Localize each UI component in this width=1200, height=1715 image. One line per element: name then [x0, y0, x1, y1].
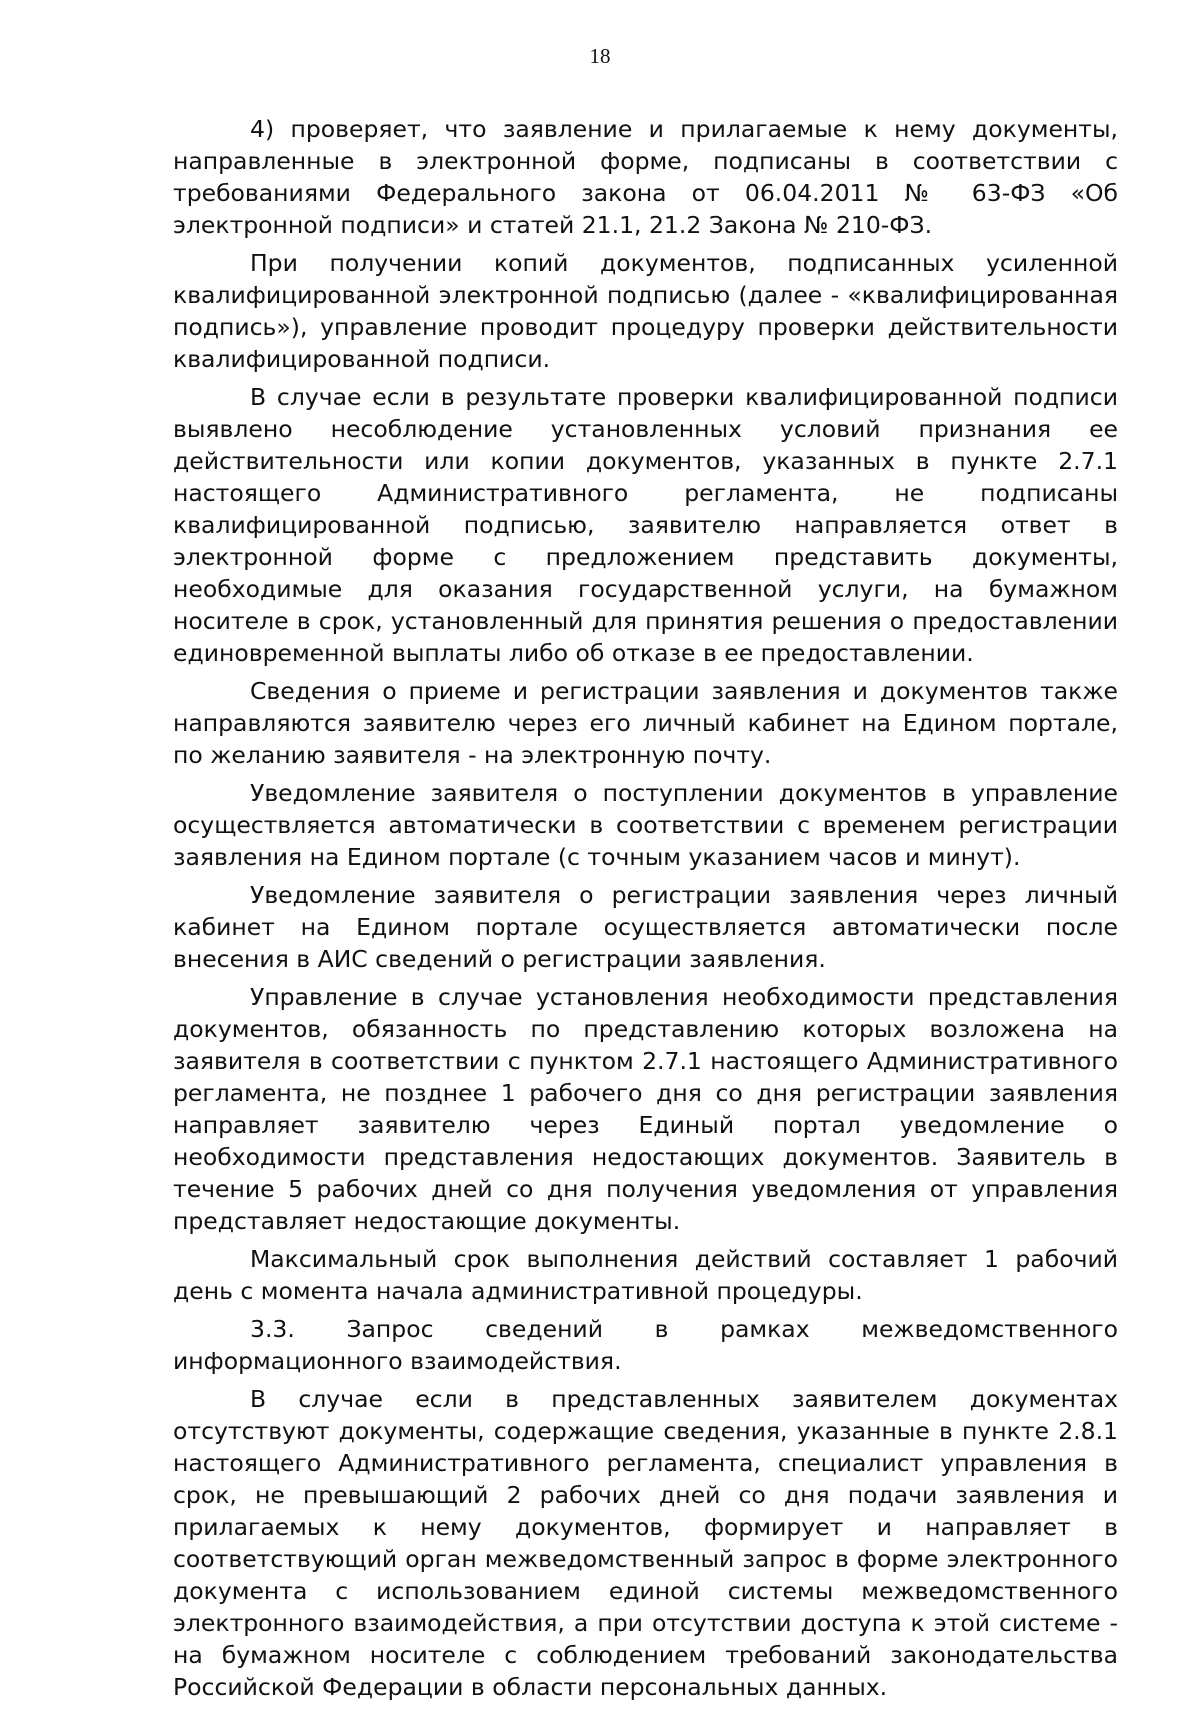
paragraph-signature-check: 4) проверяет, что заявление и прилагаемые к нему документы, направленные в электронной форме, подписаны в соответствии с требованиями Федерального закона от 06.04.2011 № 63-ФЗ «Об электронной подписи» и статей 21.1, 21.2 Закона № 210-ФЗ.: [173, 115, 1118, 239]
paragraph-missing-documents: Управление в случае установления необходимости представления документов, обязанность по представлению которых возложена на заявителя в соответствии с пунктом 2.7.1 настоящего Административного регламента, не позднее 1 рабочего дня со дня регистрации заявления направляет заявителю через Единый портал уведомление о необходимости представления недостающих документов. Заявитель в течение 5 рабочих дней со дня получения уведомления от управления представляет недостающие документы.: [173, 983, 1118, 1235]
document-body: [173, 113, 1118, 1703]
paragraph-receipt-info: Сведения о приеме и регистрации заявления и документов также направляются заявителю через его личный кабинет на Едином портале, по желанию заявителя - на электронную почту.: [173, 677, 1118, 769]
section-heading-3-3: 3.3. Запрос сведений в рамках межведомственного информационного взаимодействия.: [173, 1315, 1118, 1375]
page-number: 18: [589, 44, 611, 68]
paragraph-signature-failure: В случае если в результате проверки квалифицированной подписи выявлено несоблюдение установленных условий признания ее действительности или копии документов, указанных в пункте 2.7.1 настоящего Административного регламента, не подписаны квалифицированной подписью, заявителю направляется ответ в электронной форме с предложением представить документы, необходимые для оказания государственной услуги, на бумажном носителе в срок, установленный для принятия решения о предоставлении единовременной выплаты либо об отказе в ее предоставлении.: [173, 383, 1118, 667]
paragraph-registration-notification: Уведомление заявителя о регистрации заявления через личный кабинет на Едином портале осуществляется автоматически после внесения в АИС сведений о регистрации заявления.: [173, 881, 1118, 973]
paragraph-receipt-notification: Уведомление заявителя о поступлении документов в управление осуществляется автоматически в соответствии с временем регистрации заявления на Едином портале (с точным указанием часов и минут).: [173, 779, 1118, 871]
paragraph-qualified-signature: При получении копий документов, подписанных усиленной квалифицированной электронной подписью (далее - «квалифицированная подпись»), управление проводит процедуру проверки действительности квалифицированной подписи.: [173, 249, 1118, 373]
paragraph-max-term: Максимальный срок выполнения действий составляет 1 рабочий день с момента начала административной процедуры.: [173, 1245, 1118, 1305]
paragraph-interagency-request: В случае если в представленных заявителем документах отсутствуют документы, содержащие сведения, указанные в пункте 2.8.1 настоящего Административного регламента, специалист управления в срок, не превышающий 2 рабочих дней со дня подачи заявления и прилагаемых к нему документов, формирует и направляет в соответствующий орган межведомственный запрос в форме электронного документа с использованием единой системы межведомственного электронного взаимодействия, а при отсутствии доступа к этой системе - на бумажном носителе с соблюдением требований законодательства Российской Федерации в области персональных данных.: [173, 1385, 1118, 1701]
